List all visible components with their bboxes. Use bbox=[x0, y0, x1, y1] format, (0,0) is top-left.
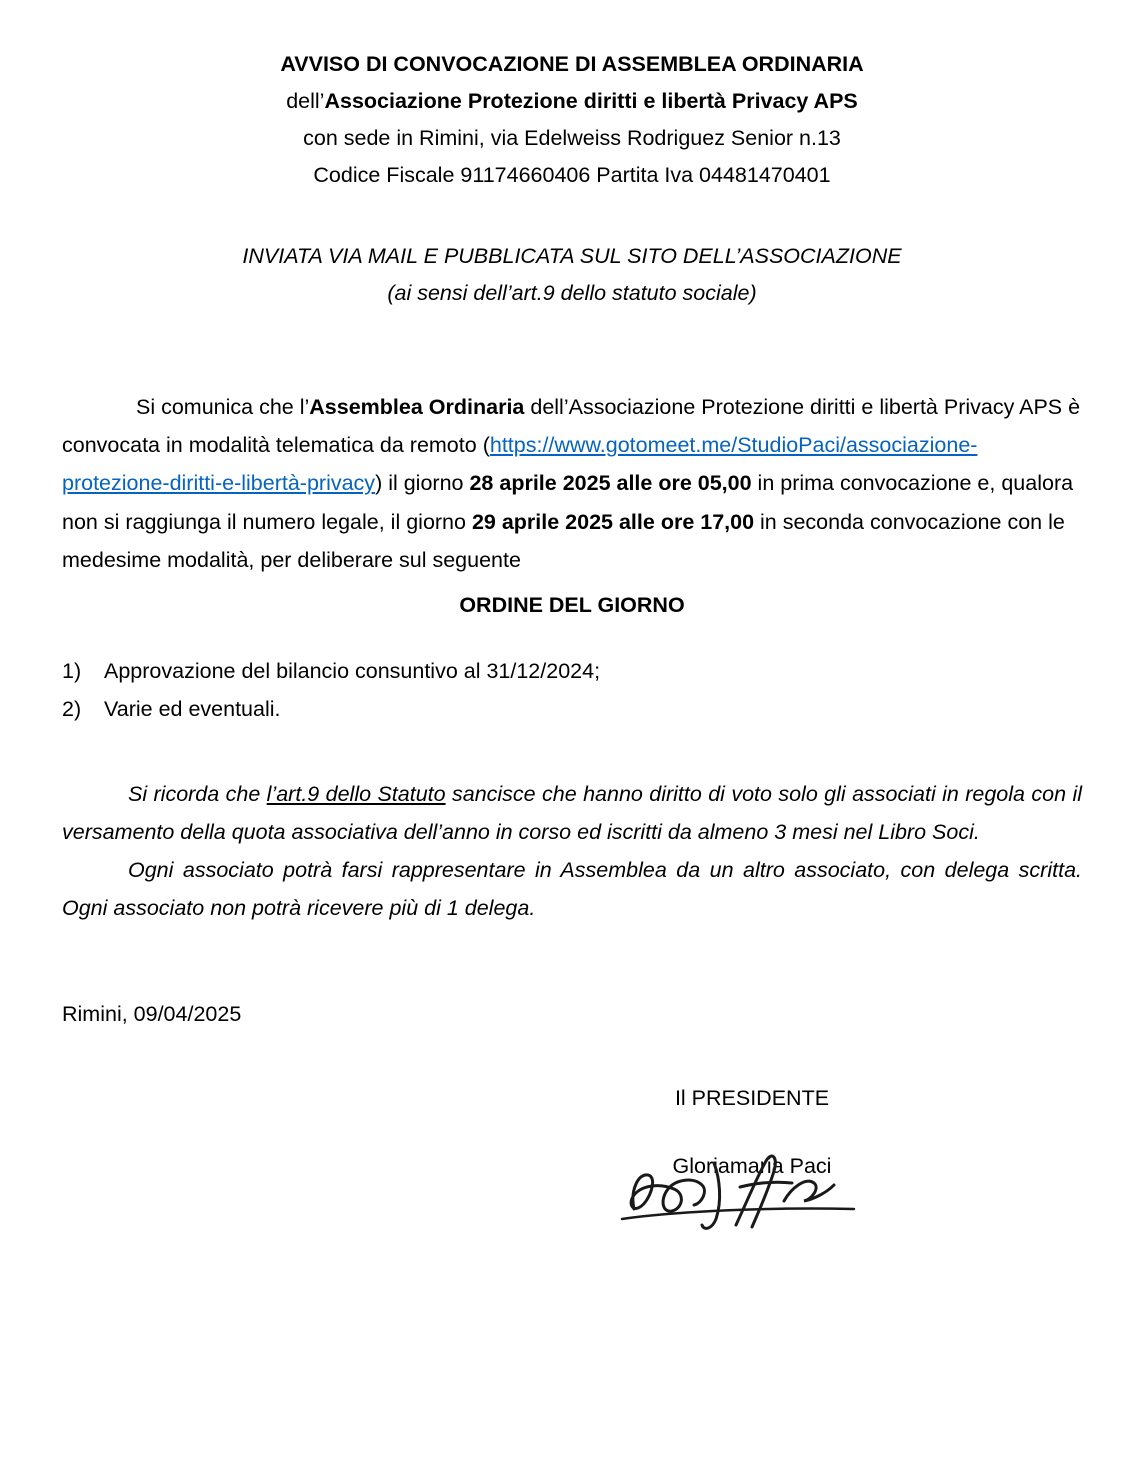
signature-role: Il PRESIDENTE bbox=[674, 1085, 830, 1110]
list-item bbox=[62, 652, 1082, 690]
body-text-close-paren: ) il giorno bbox=[375, 471, 470, 496]
header-association-prefix: dell’ bbox=[286, 88, 325, 113]
agenda-item-text: Approvazione del bilancio consuntivo al 31/12/2024; bbox=[104, 659, 601, 684]
spacer-after-header bbox=[62, 194, 1082, 238]
body-text-mid: in prima convocazione e, qualora non si raggiunga il numero legale, il giorno bbox=[62, 471, 1074, 534]
header-title: AVVISO DI CONVOCAZIONE DI ASSEMBLEA ORDINARIA bbox=[280, 52, 864, 76]
header-association-line bbox=[62, 83, 1082, 120]
spacer-before-note bbox=[62, 729, 1082, 775]
note-text-delegation: Ogni associato potrà farsi rappresentare in Assemblea da un altro associato, con delega scritta. Ogni associato non potrà ricevere più di 1 delega. bbox=[62, 858, 1082, 921]
note-block bbox=[62, 775, 1082, 928]
agenda-item-number: 2) bbox=[62, 697, 82, 722]
note-text-intro: Si ricorda che bbox=[128, 781, 267, 806]
agenda-item-number: 1) bbox=[62, 659, 82, 684]
signature-name: Gloriamaria Paci bbox=[672, 1154, 832, 1179]
place-and-date: Rimini, 09/04/2025 bbox=[62, 1001, 242, 1026]
agenda-item-text: Varie ed eventuali. bbox=[104, 697, 281, 722]
body-text-first-call-date: 28 aprile 2025 alle ore 05,00 bbox=[469, 471, 752, 496]
list-item bbox=[62, 690, 1082, 728]
header-association-name: Associazione Protezione diritti e libertà Privacy APS bbox=[324, 88, 858, 113]
note-statute-article: l’art.9 dello Statuto bbox=[266, 781, 446, 806]
agenda-list bbox=[62, 652, 1082, 729]
body-text-second-call-date: 29 aprile 2025 alle ore 17,00 bbox=[471, 509, 755, 534]
meeting-link[interactable]: https://www.gotomeet.me/StudioPaci/associazione-protezione-diritti-e-libertà-privacy bbox=[62, 433, 978, 496]
subheader-statute-reference: (ai sensi dell’art.9 dello statuto sociale) bbox=[387, 280, 757, 305]
handwritten-signature-icon bbox=[616, 1139, 886, 1235]
body-text-association: dell’Associazione Protezione diritti e libertà Privacy APS è convocata in modalità telematica da remoto bbox=[62, 394, 1081, 458]
signature-block bbox=[622, 1081, 882, 1184]
note-text-rest: sancisce che hanno diritto di voto solo gli associati in regola con il versamento della quota associativa dell’anno in corso ed iscritti da almeno 3 mesi nel Libro Soci. bbox=[62, 781, 1082, 844]
body-paragraph bbox=[62, 388, 1082, 579]
header-fiscal-codes: Codice Fiscale 91174660406 Partita Iva 04481470401 bbox=[313, 162, 831, 187]
spacer-before-signature bbox=[62, 1027, 1082, 1081]
note-paragraph-2 bbox=[62, 851, 1082, 928]
subheader-delivery-note: INVIATA VIA MAIL E PUBBLICATA SUL SITO DELL’ASSOCIAZIONE bbox=[242, 243, 902, 268]
spacer-before-agenda bbox=[62, 618, 1082, 652]
body-text-assembly-bold: Assemblea Ordinaria bbox=[309, 394, 525, 419]
document-subheader bbox=[62, 238, 1082, 312]
body-text-open-paren: ( bbox=[482, 433, 490, 458]
header-address: con sede in Rimini, via Edelweiss Rodriguez Senior n.13 bbox=[303, 125, 841, 150]
spacer-before-date bbox=[62, 928, 1082, 1002]
note-paragraph-1 bbox=[62, 775, 1082, 852]
agenda-title: ORDINE DEL GIORNO bbox=[459, 593, 685, 618]
spacer-before-body bbox=[62, 312, 1082, 388]
body-text-end: in seconda convocazione con le medesime modalità, per deliberare sul seguente bbox=[62, 509, 1065, 572]
body-text-intro: Si comunica che l’ bbox=[136, 394, 310, 419]
document-header bbox=[62, 46, 1082, 194]
